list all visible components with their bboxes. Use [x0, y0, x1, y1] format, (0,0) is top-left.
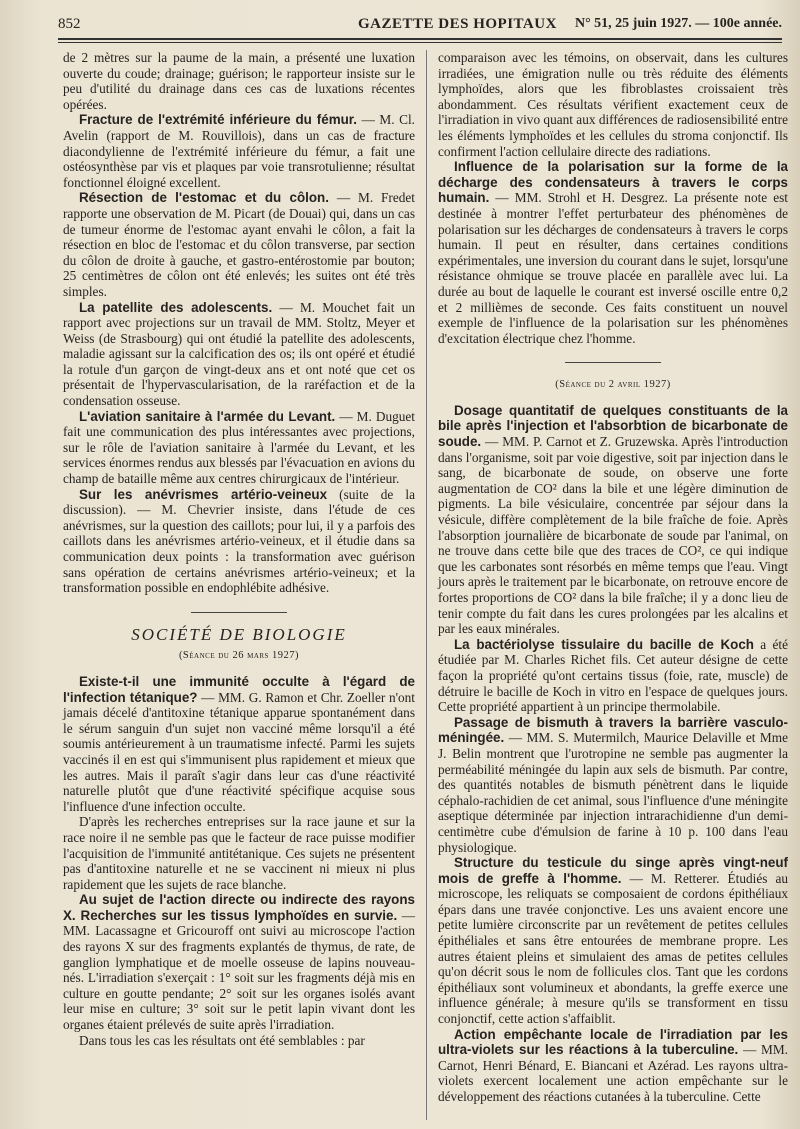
article-title: La bactériolyse tissulaire du bacille de Koch: [454, 636, 754, 652]
article-title: Existe-t-il une immunité occulte à l'égard de l'infection tétanique?: [63, 673, 415, 705]
article-rayons-x: [63, 892, 415, 1032]
article-title: Influence de la polarisation sur la forme de la décharge des condensateurs à travers le corps humain.: [438, 159, 788, 206]
section-separator: [191, 612, 287, 613]
session-heading: (Séance du 2 avril 1927): [555, 379, 671, 391]
article-aviation-sanitaire: [63, 409, 415, 487]
article-bacteriolyse: [438, 637, 788, 715]
article-anevrismes: [63, 487, 415, 596]
article-paragraph: D'après les recherches entreprises sur la race jaune et sur la race noire il ne semble pas que le facteur de race puisse modifier l'acquisition de l'immunité antitétanique. Ces sujets ne présentent pas d'antitoxine naturelle et ne se vaccinent ni mieux ni plus rapidement que les sujets de race blanche.: [63, 814, 415, 892]
header-rule: [58, 38, 782, 43]
article-body: — M. Retterer. Étudiés au microscope, les reliquats se composaient de cordons épithéliaux épars dans une travée conjonctive. Les uns avaient encore une petite lumière circonscrite par un revêtement de petites cellules épithéliales et sans être entourées de membrane propre. Les autres étaient pleins et simulaient des amas de petites cellules qu'on décrit sous le nom de follicules clos. Tant que les cordons épithéliaux sont volumineux et abondants, la greffe exerce une influence générale; à mesure qu'ils se transforment en tissu conjonctif, cette action s'affaiblit.: [438, 870, 788, 1027]
article-body: — MM. Carnot, Henri Bénard, E. Biancani et Azérad. Les rayons ultra-violets exercent localement une action empêchante sur le développement des réactions cutanées à la tuberculine. Cette: [438, 1042, 789, 1104]
article-title: Résection de l'estomac et du côlon.: [79, 190, 329, 206]
article-title: Au sujet de l'action directe ou indirecte des rayons X. Recherches sur les tissus lymphoïdes en survie.: [63, 892, 415, 923]
article-body: a été étudiée par M. Charles Richet fils. Cet auteur désigne de cette façon la propriété qu'ont certains tissus (foie, rate, muscle) de détruire le bacille de Koch in vitro en l'espace de quelques jours. Cette propriété appartient à un principe thermolabile.: [438, 636, 788, 715]
article-body: — MM. Strohl et H. Desgrez. La présente note est destinée à montrer l'effet perturbateur des phénomènes de polarisation sur les décharges de condensateurs à travers le corps humain. Il peut en résulter, dans certaines conditions expérimentales, une inversion du courant dans le sujet, lorsqu'une résistance ohmique se trouve placée en parallèle avec lui. La durée au bout de laquelle le courant est inversé oscille entre 0,2 et 2 millièmes de seconde. Ces faits constituent un nouvel exemple de l'influence de la polarisation sur les phénomènes d'excitation électrique chez l'homme.: [438, 190, 789, 346]
section-separator: [565, 362, 661, 363]
article-title: L'aviation sanitaire à l'armée du Levant.: [79, 408, 336, 424]
article-ultra-violets: [438, 1027, 788, 1105]
article-polarisation: [438, 159, 788, 346]
article-title: Structure du testicule du singe après vingt-neuf mois de greffe à l'homme.: [438, 855, 788, 886]
article-body: (suite de la discussion). — M. Chevrier insiste, dans l'étude de ces anévrismes, sur la question des caillots; pour lui, il y a parfois des caillots dans les anévrismes artério-veineux, et il étudie dans sa communication deux points : la transformation avec guérison sans opération de certains anévrismes artério-veineux; et la transformation possible en endophlébite adhésive.: [63, 486, 415, 596]
article-body: — MM. G. Ramon et Chr. Zoeller n'ont jamais décelé d'antitoxine tétanique apparue spontanément dans le sérum sanguin d'un sujet non vacciné même lorsqu'il a été soumis antérieurement à un traumatisme infecté. Parmi les sujets vaccinés il en est qui s'immunisent plus rapidement et mieux que les autres. Mais il paraît s'agir dans leur cas d'une réactivité naturelle plutôt que d'une réactivité spécifique acquise sous l'influence d'une infection occulte.: [63, 689, 415, 814]
article-body: — M. Duguet fait une communication des plus intéressantes avec projections, sur le rôle de l'aviation sanitaire à l'armée du Levant, et les services énormes rendus aux blessés par l'évacuation en avions du champ de bataille même aux centres chirurgicaux de l'intérieur.: [63, 408, 415, 487]
article-bismuth: [438, 715, 788, 855]
running-head: [58, 14, 782, 36]
article-title: Sur les anévrismes artério-veineux: [79, 486, 328, 502]
article-title: Passage de bismuth à travers la barrière vasculo-méningée.: [438, 714, 788, 746]
journal-title: GAZETTE DES HOPITAUX: [358, 16, 557, 32]
article-body: — M. Fredet rapporte une observation de M. Picart (de Douai) qui, dans un cas de tumeur énorme de l'estomac ayant envahi le côlon, a fait la résection en bloc de l'estomac et du côlon transverse, par section du côlon de droite à gauche, et gastro-entérostomie par bouton; 25 centimètres de côlon ont été enlevés; les suites ont été très simples.: [63, 190, 415, 299]
article-resection-estomac: [63, 190, 415, 299]
page-number: 852: [58, 16, 81, 32]
column-divider: [426, 50, 427, 1120]
article-body: — MM. Lacassagne et Gricouroff ont suivi au microscope l'action des rayons X sur des fragments explantés de thymus, de rate, de ganglion lymphatique et de moelle osseuse de lapins nouveau-nés. L'irradiation s'exerçait : 1° soit sur les fragments déjà mis en culture en goutte pendante; 2° soit sur les organes isolés avant leur mise en culture; 3° soit sur le petit lapin vivant dont les organes étaient prélevés de suite après l'irradiation.: [63, 907, 415, 1033]
right-column: [438, 50, 788, 1105]
continued-paragraph: de 2 mètres sur la paume de la main, a présenté une luxation ouverte du coude; drainage; guérison; le rapporteur insiste sur le peu d'utilité du drainage dans ces cas de luxations récentes opérées.: [63, 50, 415, 112]
issue-info: N° 51, 25 juin 1927. — 100e année.: [574, 16, 782, 31]
article-body: — M. Mouchet fait un rapport avec projections sur un travail de MM. Stoltz, Meyer et Weiss (de Strasbourg) qui ont étudié la patellite des adolescents, maladie agissant sur la calcification des os; ils ont opéré et étudié la rotule d'un garçon de vingt-deux ans et ont noté que cet os présentait de l'hypervascularisation, de la raréfaction et de la condensation osseuse.: [63, 299, 415, 409]
society-heading: SOCIÉTÉ DE BIOLOGIE: [131, 624, 347, 644]
article-title: Fracture de l'extrémité inférieure du fémur.: [79, 112, 357, 128]
article-patellite: [63, 300, 415, 409]
article-title: Action empêchante locale de l'irradiation par les ultra-violets sur les réactions à la tuberculine.: [438, 1026, 788, 1058]
article-dosage-bile: [438, 403, 788, 637]
article-body: — MM. P. Carnot et Z. Gruzewska. Après l'introduction dans l'organisme, soit par voie digestive, soit par injection dans le sang, de bicarbonate de soude, on observe une forte augmentation de CO² dans la bile et une légère diminution de pigments. La bile vésiculaire, concentrée par séjour dans la vésicule, diffère complètement de la bile fraîche de foie. Après l'absorption journalière de bicarbonate de soude par l'animal, on ne trouve dans cette bile que des traces de CO², ce qui indique que les carbonates sont résorbés en même temps que l'eau. Vingt jours après le traitement par le bicarbonate, on retrouve encore de fortes proportions de CO² dans la bile fraîche; il y a donc lieu de tenir compte du fait dans les cures prolongées par les alcalins et par les eaux minérales.: [438, 434, 788, 637]
article-body: — MM. S. Mutermilch, Maurice Delaville et Mme J. Belin montrent que l'urotropine ne semble pas augmenter la perméabilité méningée du lapin aux sels de bismuth. Par contre, des quantités notables de bismuth pénètrent dans le liquide céphalo-rachidien de cet animal, sous l'influence d'une méningite aseptique déterminée par injection intrarachidienne d'un demi-centimètre cube d'émulsion de farine à 10 p. 100 dans l'eau physiologique.: [438, 730, 788, 855]
left-column: [63, 50, 415, 1048]
article-title: La patellite des adolescents.: [79, 299, 273, 315]
session-heading: (Séance du 26 mars 1927): [178, 650, 300, 662]
article-body: — M. Cl. Avelin (rapport de M. Rouvillois), dans un cas de fracture diacondylienne de l'extrémité inférieure du fémur, a fait une ostéosynthèse par vis et plaques par voie transrotulienne; résultat fonctionnel éloigné excellent.: [63, 112, 416, 190]
article-title: Dosage quantitatif de quelques constituants de la bile après l'injection et l'absorbtion de bicarbonate de soude.: [438, 402, 788, 450]
article-paragraph: Dans tous les cas les résultats ont été semblables : par: [79, 1032, 365, 1048]
article-testicule-singe: [438, 855, 788, 1027]
article-immunite-tetanique: [63, 674, 415, 814]
continued-paragraph: comparaison avec les témoins, on observait, dans les cultures irradiées, une émigration nulle ou très réduite des éléments lymphoïdes, alors que les fibroblastes croissaient très abondamment. Ces résultats vérifient exactement ceux de l'irradiation in vivo quant aux différences de radiosensibilité entre les éléments lymphoïdes et les cellules du stroma conjonctif. Ils confirment l'action cellulaire directe des radiations.: [438, 50, 788, 159]
article-fracture-femur: [63, 112, 415, 190]
